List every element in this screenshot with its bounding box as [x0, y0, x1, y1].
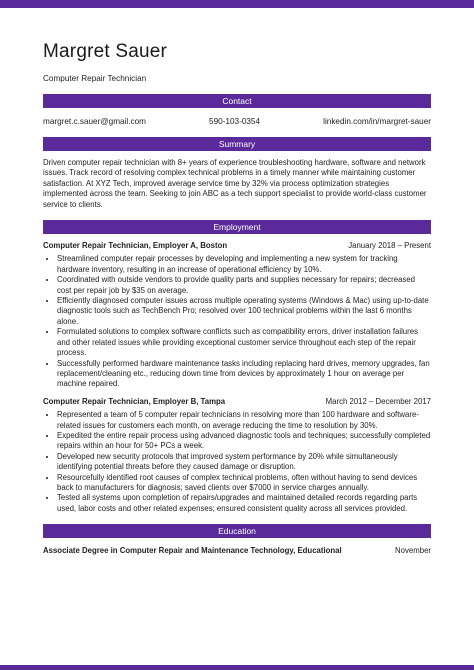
- bottom-accent-bar: [0, 665, 474, 670]
- job-bullet: • Successfully performed hardware maintenance tasks including replacing hard drives, memory upgrades, fan replacement/cleaning etc., reducing down time from devices by approximately 1 hour on average per machine repaired.: [57, 359, 431, 390]
- candidate-title: Computer Repair Technician: [43, 74, 147, 83]
- job-bullet: • Formulated solutions to complex software conflicts such as compatibility errors, driver installation failures and other related issues while providing exceptional customer service throughout each step of the repair process.: [57, 327, 431, 358]
- degree-title: Associate Degree in Computer Repair and Maintenance Technology, Educational: [43, 546, 342, 556]
- section-heading-summary: Summary: [43, 137, 431, 151]
- job-header: [43, 241, 431, 251]
- job-bullet: • Expedited the entire repair process using advanced diagnostic tools and techniques; successfully completed repairs within an hour for 50+ PCs a week.: [57, 431, 431, 452]
- contact-linkedin[interactable]: linkedin.com/in/margret-sauer: [323, 117, 431, 126]
- job-bullets: [43, 254, 431, 389]
- top-accent-bar: [0, 0, 474, 8]
- job-bullet: • Efficiently diagnosed computer issues across multiple operating systems (Windows & Mac) using up-to-date diagnostic tools such as TechBench Pro; resolved over 100 technical problems within the last 6 months alone.: [57, 296, 431, 327]
- contact-phone[interactable]: 590-103-0354: [209, 117, 261, 126]
- job-bullet: • Tested all systems upon completion of repairs/upgrades and maintained detailed records regarding parts used, labor costs and other related expenses; ensured consistent quality across all services provided.: [57, 493, 431, 514]
- job-entry-2: [43, 397, 431, 514]
- job-bullet: • Coordinated with outside vendors to provide quality parts and supplies necessary for repairs; decreased cost per repair job by $35 on average.: [57, 275, 431, 296]
- contact-row: [43, 116, 431, 127]
- section-heading-contact: Contact: [43, 94, 431, 108]
- job-bullet: • Represented a team of 5 computer repair technicians in resolving more than 100 hardware and software-related issues for customers each month, on average reducing the time to resolution by 30%.: [57, 410, 431, 431]
- education-entry: [43, 546, 431, 556]
- degree-date: November: [395, 546, 431, 556]
- candidate-name: Margret Sauer: [43, 41, 168, 62]
- job-title: Computer Repair Technician, Employer A, Boston: [43, 241, 228, 251]
- job-entry-1: [43, 241, 431, 390]
- section-heading-employment: Employment: [43, 220, 431, 234]
- job-dates: March 2012 – December 2017: [325, 396, 431, 406]
- job-header: [43, 397, 431, 407]
- summary-text: Driven computer repair technician with 8+ years of experience troubleshooting hardware, software and network issues. Track record of resolving complex technical problems in a timely manner while maintaining customer satisfaction. At XYZ Tech, improved average service time by 32% via process optimization strategies implemented across the team. Seeking to join ABC as a tech support specialist to provide world-class customer service to clients.: [43, 158, 427, 209]
- job-title: Computer Repair Technician, Employer B, Tampa: [43, 396, 226, 406]
- job-bullet: • Streamlined computer repair processes by developing and implementing a new system for tracking hardware inventory, resulting in an increase of operational efficiency by 10%.: [57, 254, 431, 275]
- job-dates: January 2018 – Present: [348, 241, 431, 251]
- contact-email[interactable]: margret.c.sauer@gmail.com: [43, 117, 146, 126]
- resume-page: [43, 40, 431, 557]
- job-bullets: [43, 410, 431, 514]
- job-bullet: • Resourcefully identified root causes of complex technical problems, often without having to send devices back to manufacturers for diagnosis; saved clients over $7000 in service charges annually.: [57, 473, 431, 494]
- job-bullet: • Developed new security protocols that improved system performance by 20% while simultaneously identifying potential threats before they caused damage or disruption.: [57, 452, 431, 473]
- section-heading-education: Education: [43, 524, 431, 538]
